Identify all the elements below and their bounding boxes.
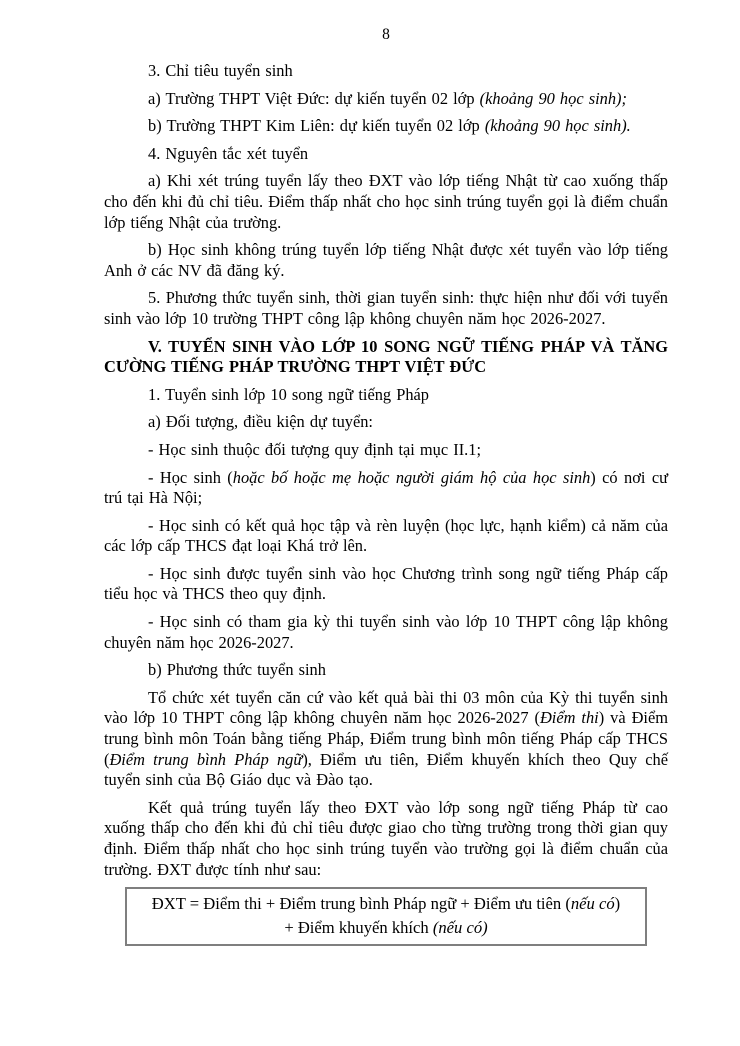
paragraph	[104, 116, 668, 137]
text-run: 3. Chỉ tiêu tuyển sinh	[148, 61, 293, 80]
text-run: a) Trường THPT Việt Đức: dự kiến tuyển 02 lớp	[148, 88, 480, 108]
text-run: )	[614, 894, 621, 914]
text-run: - Học sinh được tuyển sinh vào học Chương trình song ngữ tiếng Pháp cấp tiểu học và THCS theo quy định.	[104, 563, 668, 604]
paragraph	[104, 171, 668, 233]
text-run: ) có nơi cư trú tại Hà Nội;	[104, 467, 668, 508]
text-run: b) Trường THPT Kim Liên: dự kiến tuyển 02 lớp	[148, 116, 485, 136]
text-run: ), Điểm ưu tiên, Điểm khuyến khích theo Quy chế tuyển sinh của Bộ Giáo dục và Đào tạo.	[104, 749, 668, 790]
paragraph	[104, 468, 668, 509]
text-run: nếu có	[570, 894, 615, 914]
text-run: Điểm trung bình Pháp ngữ	[109, 749, 303, 769]
text-run: + Điểm khuyến khích	[284, 917, 433, 937]
text-run: ) và Điểm trung bình môn Toán bằng tiếng Pháp, Điểm trung bình môn tiếng Pháp cấp THCS (	[104, 708, 668, 769]
paragraph	[104, 240, 668, 281]
formula-line	[133, 892, 639, 916]
paragraph	[104, 440, 668, 461]
text-run: V. TUYỂN SINH VÀO LỚP 10 SONG NGỮ TIẾNG PHÁP VÀ TĂNG CƯỜNG TIẾNG PHÁP TRƯỜNG THPT VIỆT ĐỨC	[104, 336, 668, 377]
text-run: b) Phương thức tuyển sinh	[148, 660, 326, 680]
paragraph	[104, 516, 668, 557]
text-run: Tổ chức xét tuyển căn cứ vào kết quả bài thi 03 môn của Kỳ thi tuyển sinh vào lớp 10 THPT công lập không chuyên năm học 2026-2027 (	[104, 687, 668, 728]
text-run: - Học sinh (	[148, 467, 233, 487]
text-run: - Học sinh thuộc đối tượng quy định tại mục II.1;	[148, 439, 482, 459]
paragraph	[104, 288, 668, 329]
text-run: Điểm thi	[539, 708, 599, 728]
text-run: (nếu có)	[432, 917, 488, 937]
paragraph	[104, 61, 668, 82]
text-run: 1. Tuyển sinh lớp 10 song ngữ tiếng Pháp	[148, 384, 429, 404]
paragraph	[104, 89, 668, 110]
text-run: - Học sinh có kết quả học tập và rèn luyện (học lực, hạnh kiểm) cả năm của các lớp cấp THCS đạt loại Khá trở lên.	[104, 515, 668, 556]
text-run: a) Khi xét trúng tuyển lấy theo ĐXT vào lớp tiếng Nhật từ cao xuống thấp cho đến khi đủ chỉ tiêu. Điểm thấp nhất cho học sinh trúng tuyển gọi là điểm chuẩn lớp tiếng Nhật của trường.	[104, 171, 668, 232]
text-run: 5. Phương thức tuyển sinh, thời gian tuyển sinh: thực hiện như đối với tuyển sinh vào lớp 10 trường THPT công lập không chuyên năm học 2026-2027.	[104, 288, 668, 328]
paragraph	[104, 564, 668, 605]
section-heading	[104, 337, 668, 378]
text-run: Kết quả trúng tuyển lấy theo ĐXT vào lớp song ngữ tiếng Pháp từ cao xuống thấp cho đến khi đủ chỉ tiêu được giao cho từng trường trong thời gian quy định. Điểm thấp nhất cho học sinh trúng tuyển vào trường gọi là điểm chuẩn của trường. ĐXT được tính như sau:	[104, 797, 668, 879]
paragraph	[104, 612, 668, 653]
text-run: b) Học sinh không trúng tuyển lớp tiếng Nhật được xét tuyển vào lớp tiếng Anh ở các NV đã đăng ký.	[104, 240, 668, 280]
paragraph	[104, 660, 668, 681]
paragraph	[104, 412, 668, 433]
page-number: 8	[382, 26, 390, 43]
paragraph	[104, 688, 668, 791]
document-body	[104, 61, 668, 946]
formula-box	[125, 887, 647, 946]
text-run: 4. Nguyên tắc xét tuyển	[148, 143, 309, 163]
formula-line	[133, 916, 639, 940]
text-run: hoặc bố hoặc mẹ hoặc người giám hộ của học sinh	[232, 467, 591, 487]
text-run: ĐXT = Điểm thi + Điểm trung bình Pháp ngữ + Điểm ưu tiên (	[151, 894, 571, 914]
text-run: (khoảng 90 học sinh).	[484, 116, 631, 136]
paragraph	[104, 798, 668, 880]
text-run: (khoảng 90 học sinh);	[479, 88, 627, 108]
paragraph	[104, 144, 668, 165]
paragraph	[104, 385, 668, 406]
text-run: - Học sinh có tham gia kỳ thi tuyển sinh vào lớp 10 THPT công lập không chuyên năm học 2026-2027.	[104, 612, 668, 652]
text-run: a) Đối tượng, điều kiện dự tuyển:	[148, 412, 373, 432]
